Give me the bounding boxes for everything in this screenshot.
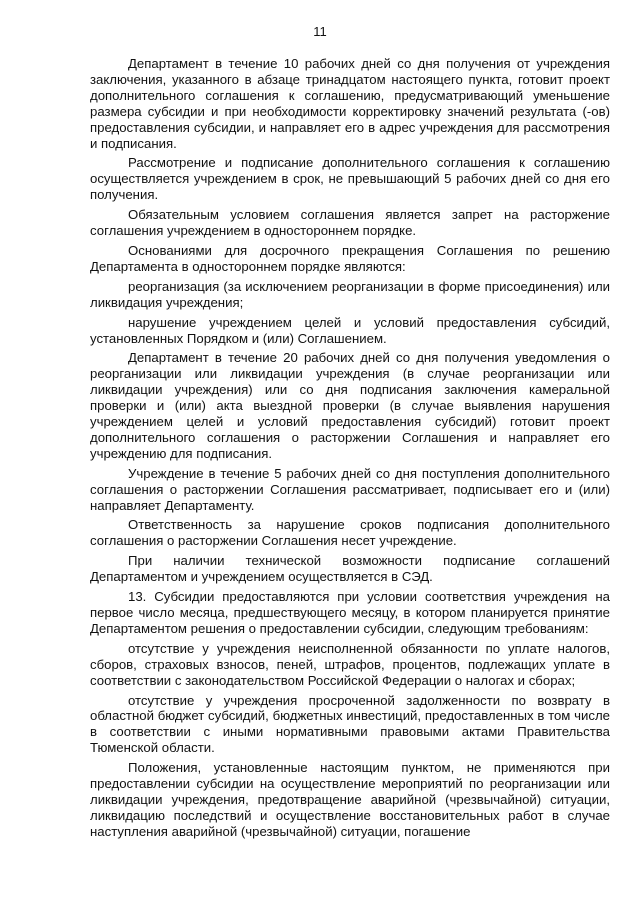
document-body bbox=[90, 56, 610, 844]
paragraph: Учреждение в течение 5 рабочих дней со дня поступления дополнительного соглашения о расторжении Соглашения рассматривает, подписывает его и (или) направляет Департаменту. bbox=[90, 465, 610, 513]
paragraph: 13. Субсидии предоставляются при условии соответствия учреждения на первое число месяца, предшествующего месяцу, в котором планируется принятие Департаментом решения о предоставлении субсидии, следующим требованиям: bbox=[90, 589, 610, 636]
paragraph: При наличии технической возможности подписание соглашений Департаментом и учреждением осуществляется в СЭД. bbox=[90, 553, 610, 585]
paragraph: Департамент в течение 10 рабочих дней со дня получения от учреждения заключения, указанного в абзаце тринадцатом настоящего пункта, готовит проект дополнительного соглашения к соглашению, предусматривающий уменьшение размера субсидии и при необходимости корректировку значений результата (-ов) предоставления субсидии, и направляет его в адрес учреждения для рассмотрения и подписания. bbox=[90, 56, 610, 151]
page-number: 11 bbox=[313, 24, 327, 39]
list-item: нарушение учреждением целей и условий предоставления субсидий, установленных Порядком и (или) Соглашением. bbox=[90, 314, 610, 346]
paragraph: Положения, установленные настоящим пунктом, не применяются при предоставлении субсидии на осуществление мероприятий по реорганизации или ликвидации учреждения, предотвращение аварийной (чрезвычайной) ситуации, ликвидацию последствий и осуществление восстановительных работ в случае наступления аварийной (чрезвычайной) ситуации, погашение bbox=[90, 760, 610, 839]
list-item: отсутствие у учреждения просроченной задолженности по возврату в областной бюджет субсидий, бюджетных инвестиций, предоставленных в том числе в соответствии с иными нормативными правовыми актами Правительства Тюменской области. bbox=[90, 692, 610, 756]
paragraph: Обязательным условием соглашения является запрет на расторжение соглашения учреждением в одностороннем порядке. bbox=[90, 207, 610, 239]
paragraph: Департамент в течение 20 рабочих дней со дня получения уведомления о реорганизации или ликвидации учреждения (в случае реорганизации или ликвидации учреждения) или со дня подписания заключения камеральной проверки и (или) акта выездной проверки (в случае выявления нарушения учреждением целей и условий предоставления субсидий) готовит проект дополнительного соглашения о расторжении Соглашения и направляет его учреждению для подписания. bbox=[90, 350, 610, 461]
paragraph: Основаниями для досрочного прекращения Соглашения по решению Департамента в одностороннем порядке являются: bbox=[90, 242, 610, 274]
list-item: реорганизация (за исключением реорганизации в форме присоединения) или ликвидация учреждения; bbox=[90, 278, 610, 310]
paragraph: Ответственность за нарушение сроков подписания дополнительного соглашения о расторжении Соглашения несет учреждение. bbox=[90, 517, 610, 549]
paragraph: Рассмотрение и подписание дополнительного соглашения к соглашению осуществляется учреждением в срок, не превышающий 5 рабочих дней со дня его получения. bbox=[90, 155, 610, 203]
list-item: отсутствие у учреждения неисполненной обязанности по уплате налогов, сборов, страховых взносов, пеней, штрафов, процентов, подлежащих уплате в соответствии с законодательством Российской Федерации о налогах и сборах; bbox=[90, 640, 610, 688]
